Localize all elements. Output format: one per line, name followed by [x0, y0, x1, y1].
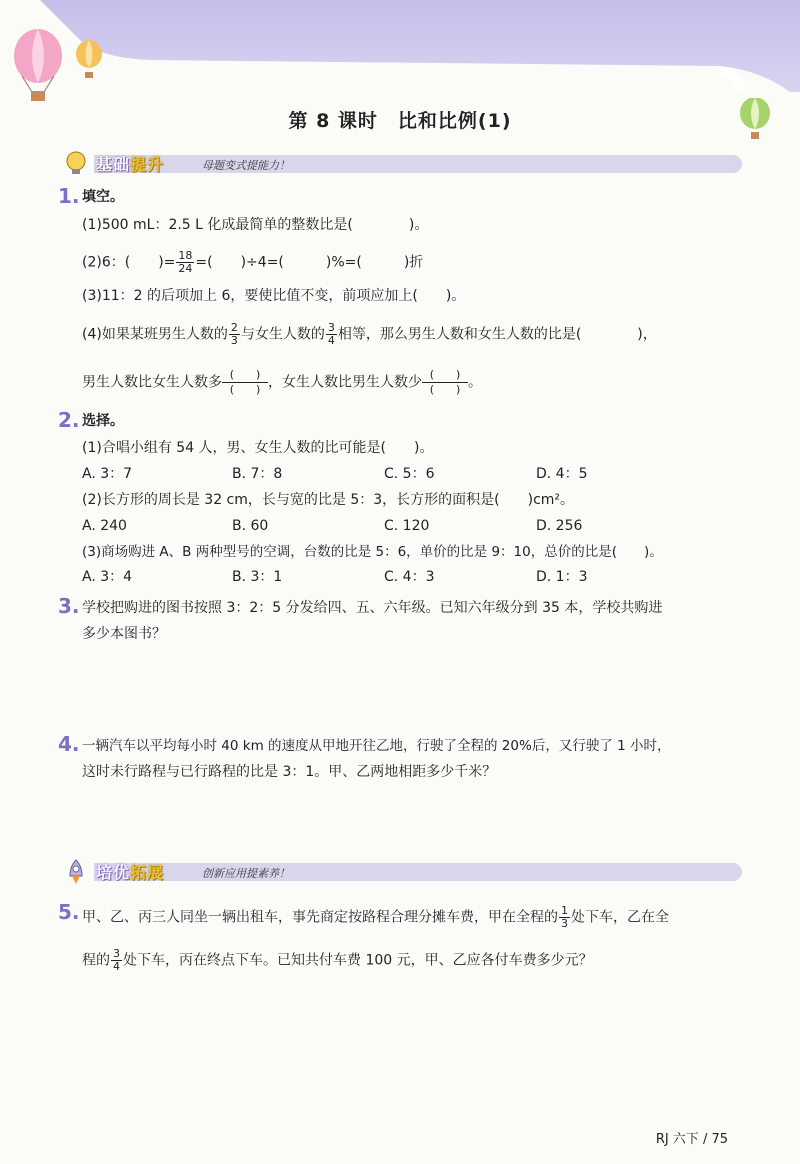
q2-sub3-option-c: C. 4：3: [384, 569, 435, 585]
fraction: $\frac{2}{3}$: [230, 321, 238, 347]
q2-sub2-option-d: D. 256: [536, 518, 583, 534]
q2-sub1-option-b: B. 7：8: [232, 466, 283, 482]
header-banner: [0, 0, 800, 92]
q1-part5: 男生人数比女生人数多 ( ) ( ) ，女生人数比男生人数少 ( ) ( ) 。: [82, 368, 482, 396]
rocket-icon: [62, 858, 90, 886]
section-basic-tag: 母题变式提能力！: [202, 159, 290, 172]
q2-sub3-option-d: D. 1：3: [536, 569, 588, 585]
q1-heading: 填空。: [82, 189, 124, 205]
q2-sub3-option-a: A. 3：4: [82, 569, 133, 585]
section-basic: [62, 150, 742, 176]
blank-fraction: ( ) ( ): [222, 368, 268, 397]
section-advanced-tag: 创新应用提素养！: [202, 867, 290, 880]
q2-sub2: (2)长方形的周长是 32 cm，长与宽的比是 5：3，长方形的面积是( )cm²。: [82, 492, 575, 508]
q3-number: 3.: [58, 594, 80, 618]
balloon-pink-icon: [12, 28, 64, 104]
q2-sub2-option-c: C. 120: [384, 518, 430, 534]
q2-sub1-option-d: D. 4：5: [536, 466, 588, 482]
q5-number: 5.: [58, 900, 80, 924]
q5-line1: 甲、乙、丙三人同坐一辆出租车，事先商定按路程合理分摊车费，甲在全程的 $\frac{1}{3}$ 处下车，乙在全: [82, 904, 669, 930]
q4-line2: 这时未行路程与已行路程的比是 3：1。甲、乙两地相距多少千米？: [82, 764, 497, 780]
q4-line1: 一辆汽车以平均每小时 40 km 的速度从甲地开往乙地，行驶了全程的 20%后，又行驶了 1 小时，: [82, 738, 671, 754]
q1-number: 1.: [58, 184, 80, 208]
fraction: $\frac{3}{4}$: [327, 321, 335, 347]
page-footer: RJ 六下 / 75: [655, 1132, 728, 1147]
q1-part1: (1)500 mL：2.5 L 化成最简单的整数比是( )。: [82, 217, 429, 233]
q2-sub1: (1)合唱小组有 54 人，男、女生人数的比可能是( )。: [82, 440, 434, 456]
q2-sub2-option-b: B. 60: [232, 518, 269, 534]
q2-number: 2.: [58, 408, 80, 432]
section-basic-label: 基础提升: [96, 155, 165, 174]
q1-part3: (3)11：2 的后项加上 6，要使比值不变，前项应加上( )。: [82, 288, 466, 304]
q2-sub1-option-a: A. 3：7: [82, 466, 133, 482]
section-basic-bar: [94, 155, 742, 173]
q2-sub2-option-a: A. 240: [82, 518, 127, 534]
blank-fraction: ( ) ( ): [422, 368, 468, 397]
q1-part2: (2)6：( )= $\frac{18}{24}$ =( )÷4=( )%=( )折: [82, 249, 424, 275]
q1-part4: (4)如果某班男生人数的 $\frac{2}{3}$ 与女生人数的 $\frac{3}{4}$ 相等，那么男生人数和女生人数的比是( )，: [82, 321, 657, 347]
q2-heading: 选择。: [82, 413, 124, 429]
section-advanced-bar: [94, 863, 742, 881]
q3-line2: 多少本图书？: [82, 626, 166, 642]
q4-number: 4.: [58, 732, 80, 756]
q2-sub3-option-b: B. 3：1: [232, 569, 283, 585]
section-advanced: [62, 858, 742, 884]
q2-sub3: (3)商场购进 A、B 两种型号的空调，台数的比是 5：6，单价的比是 9：10，总价的比是( )。: [82, 544, 663, 560]
fraction: $\frac{3}{4}$: [113, 947, 120, 973]
fraction: $\frac{18}{24}$: [178, 249, 193, 275]
fraction: $\frac{1}{3}$: [561, 904, 568, 930]
banner-background: [0, 0, 800, 92]
q2-sub1-option-c: C. 5：6: [384, 466, 435, 482]
page-title: 第 8 课时 比和比例(1): [288, 110, 512, 132]
q3-line1: 学校把购进的图书按照 3：2：5 分发给四、五、六年级。已知六年级分到 35 本，学校共购进: [82, 600, 663, 616]
q5-line2: 程的 $\frac{3}{4}$ 处下车，丙在终点下车。已知共付车费 100 元，甲、乙应各付车费多少元？: [82, 947, 593, 973]
balloon-orange-icon: [74, 40, 104, 80]
section-advanced-label: 培优拓展: [96, 863, 165, 882]
lightbulb-icon: [62, 150, 90, 176]
